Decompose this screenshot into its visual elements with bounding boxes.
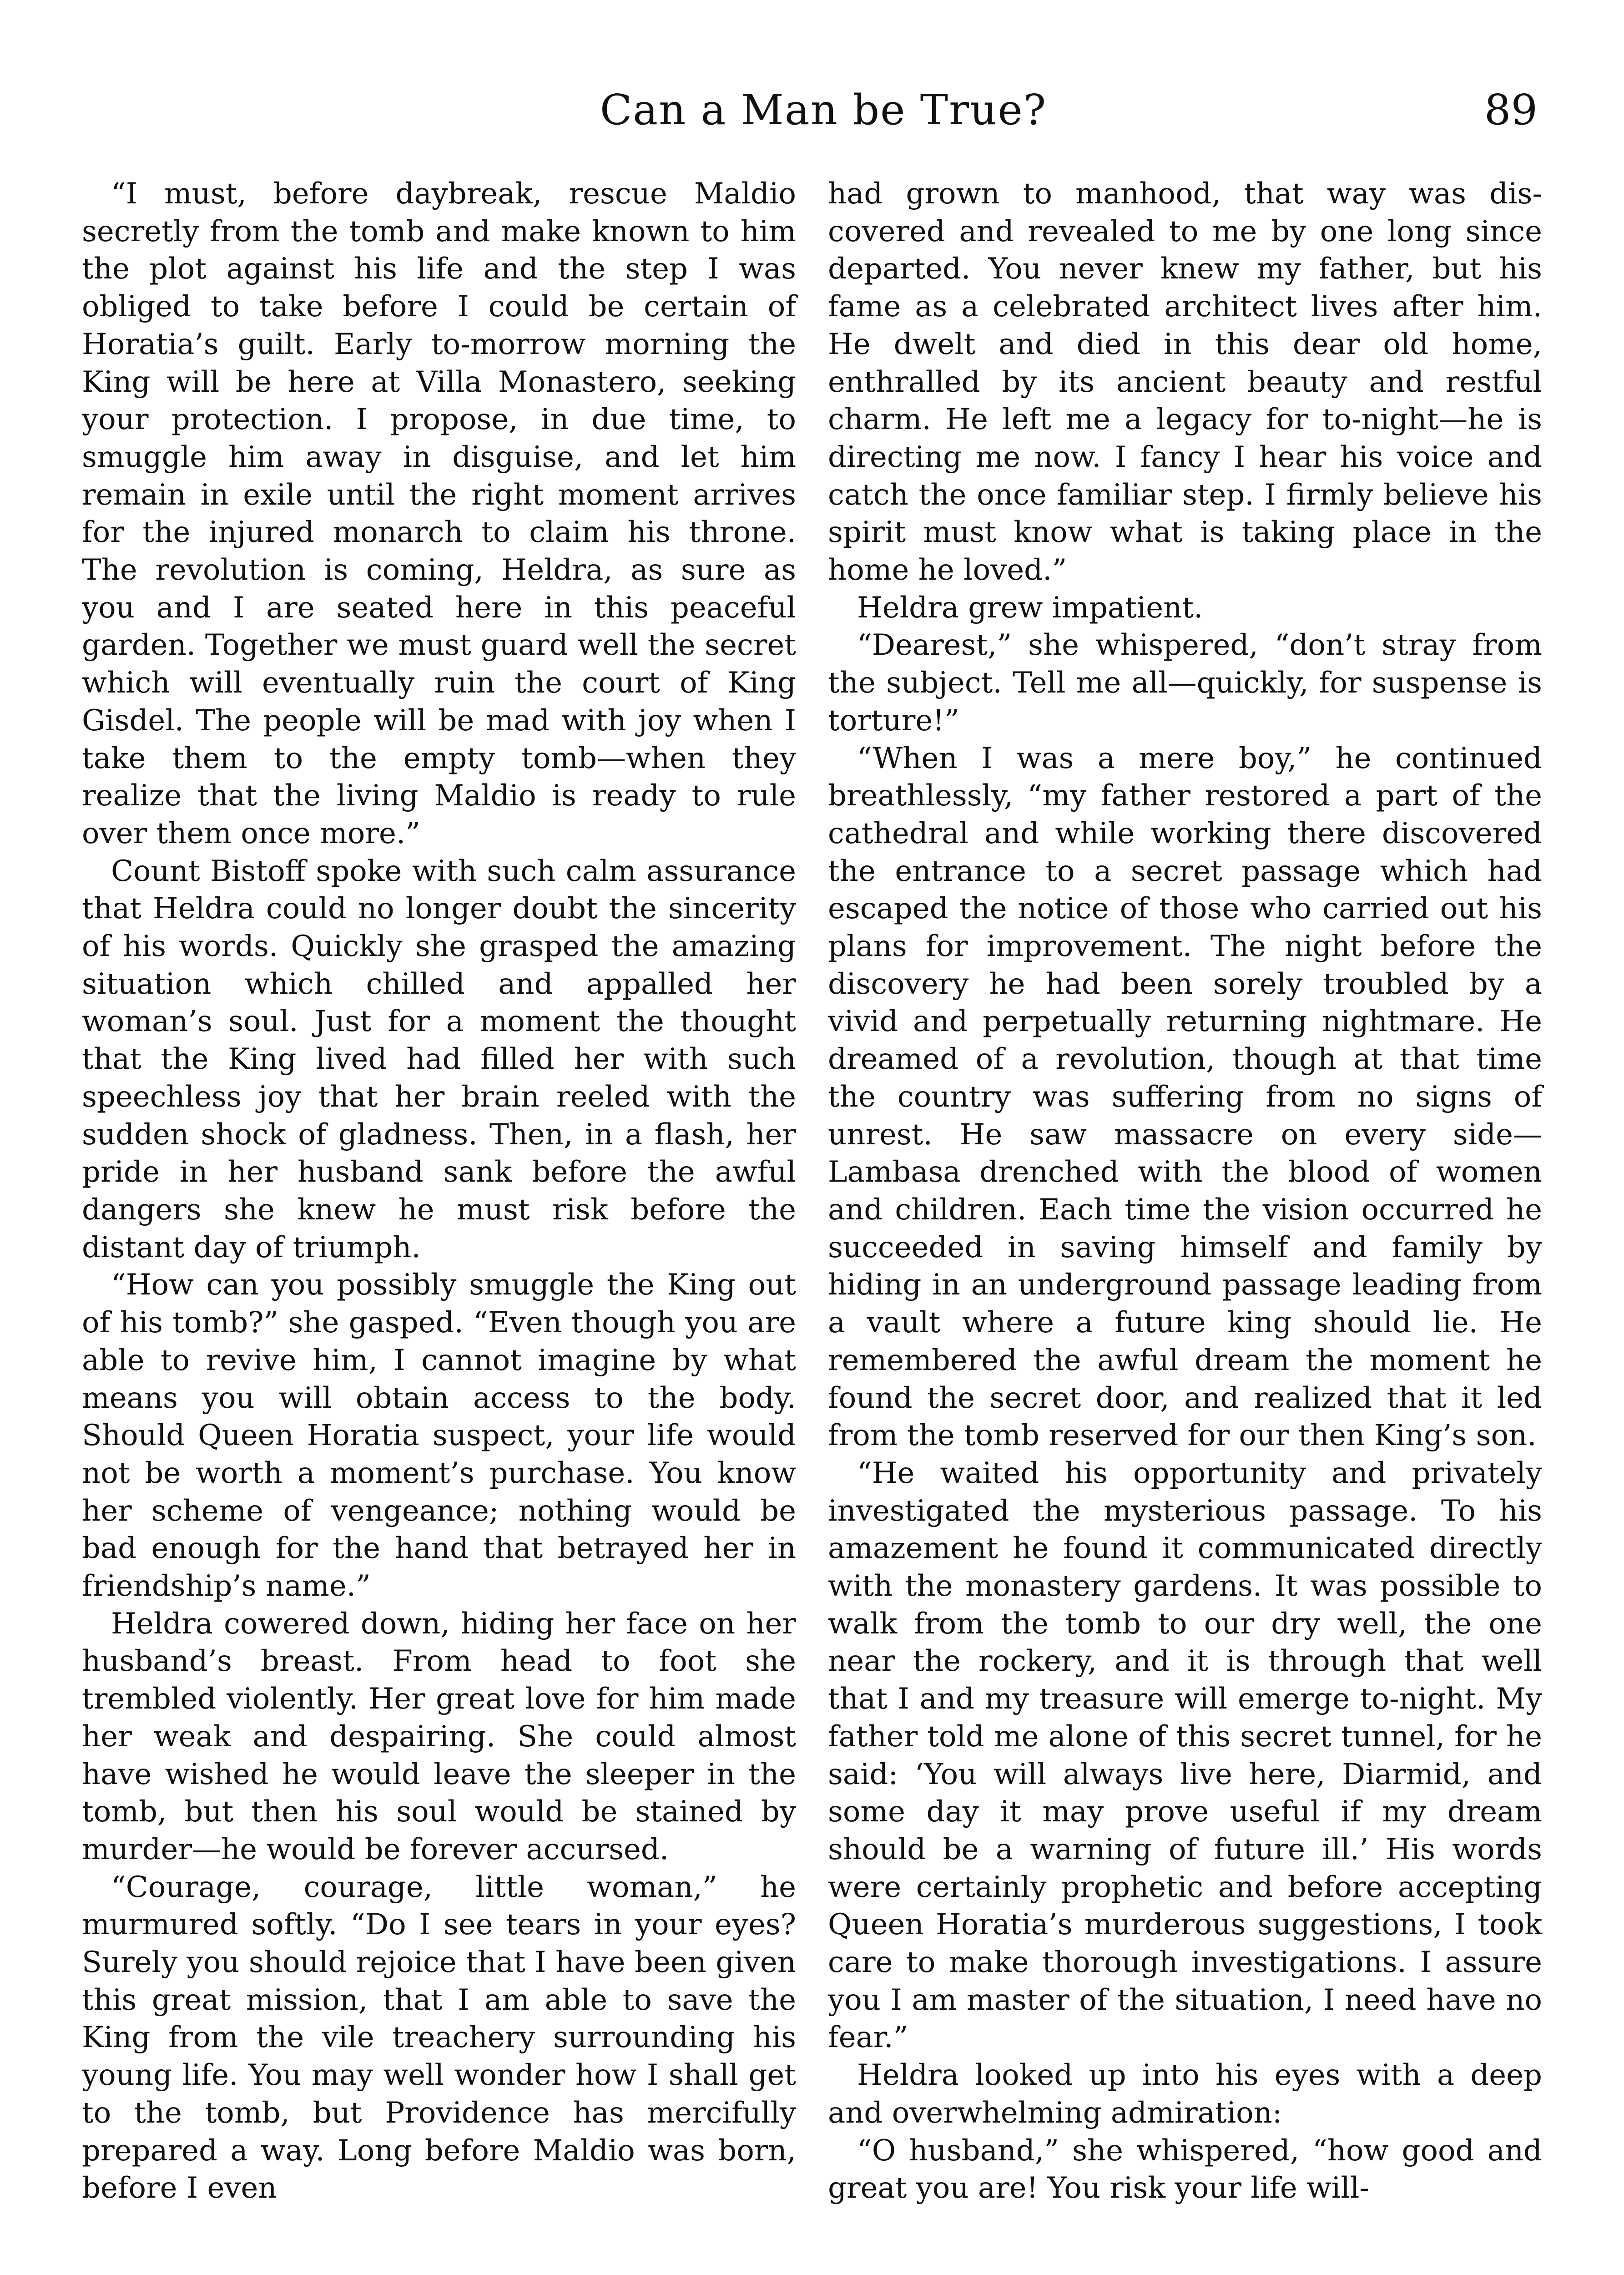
paragraph: Count Bistoff spoke with such calm assurance that Heldra could no longer doubt the sincerity of his words. Quickly she grasped the amazing situation which chilled and appalled her woman’s soul. Just for a moment the thought that the King lived had filled her with such speechless joy that her brain reeled with the sudden shock of gladness. Then, in a flash, her pride in her husband sank before the awful dangers she knew he must risk before the distant day of triumph. <box>82 854 796 1264</box>
paragraph: Heldra cowered down, hiding her face on her husband’s breast. From head to foot she trembled violently. Her great love for him made her weak and despairing. She could almost have wished he would leave the sleeper in the tomb, but then his soul would be stained by murder—he would be forever accursed. <box>82 1607 796 1866</box>
paragraph: “I must, before daybreak, rescue Maldio secretly from the tomb and make known to him the plot against his life and the step I was obliged to take before I could be certain of Horatia’s guilt. Early to-morrow morning the King will be here at Villa Monastero, seeking your protection. I propose, in due time, to smuggle him away in disguise, and let him remain in exile until the right moment arrives for the injured monarch to claim his throne. The revolution is coming, Heldra, as sure as you and I are seated here in this peaceful garden. Together we must guard well the secret which will eventually ruin the court of King Gisdel. The people will be mad with joy when I take them to the empty tomb—when they realize that the living Maldio is ready to rule over them once more.” <box>82 177 796 850</box>
paragraph: “When I was a mere boy,” he continued breathlessly, “my father restored a part of the cathedral and while working there discovered the entrance to a secret passage which had escaped the notice of those who carried out his plans for improvement. The night before the discovery he had been sorely troubled by a vivid and perpetually returning nightmare. He dreamed of a revolution, though at that time the country was suffering from no signs of unrest. He saw massacre on every side—Lambasa drenched with the blood of women and children. Each time the vision occurred he succeeded in saving himself and family by hiding in an underground passage leading from a vault where a future king should lie. He remembered the awful dream the moment he found the secret door, and realized that it led from the tomb reserved for our then King’s son. <box>828 741 1542 1453</box>
text-column-right <box>828 175 1542 2207</box>
paragraph: Heldra looked up into his eyes with a deep and overwhelming admiration: <box>828 2058 1542 2130</box>
paragraph-continued: had grown to manhood, that way was discovered and revealed to me by one long since departed. You never knew my father, but his fame as a celebrated architect lives after him. He dwelt and died in this dear old home, enthralled by its ancient beauty and restful charm. He left me a legacy for to-night—he is directing me now. I fancy I hear his voice and catch the once familiar step. I firmly believe his spirit must know what is taking place in the home he loved.” <box>828 177 1542 587</box>
page-number: 89 <box>1484 86 1538 134</box>
paragraph: Heldra grew impatient. <box>857 591 1203 625</box>
paragraph: “How can you possibly smuggle the King out of his tomb?” she gasped. “Even though you are able to revive him, I cannot imagine by what means you will obtain access to the body. Should Queen Horatia suspect, your life would not be worth a moment’s purchase. You know her scheme of vengeance; nothing would be bad enough for the hand that betrayed her in friendship’s name.” <box>82 1268 796 1603</box>
paragraph: “Courage, courage, little woman,” he murmured softly. “Do I see tears in your eyes? Surely you should rejoice that I have been given this great mission, that I am able to save the King from the vile treachery surrounding his young life. You may well wonder how I shall get to the tomb, but Providence has mercifully prepared a way. Long before Maldio was born, before I even <box>82 1870 796 2205</box>
paragraph: “O husband,” she whispered, “how good and great you are! You risk your life will- <box>828 2133 1542 2205</box>
running-head-title: Can a Man be True? <box>600 86 1047 134</box>
paragraph: “Dearest,” she whispered, “don’t stray from the subject. Tell me all—quickly, for suspense is torture!” <box>828 628 1542 738</box>
text-column-left <box>82 175 796 2207</box>
paragraph: “He waited his opportunity and privately investigated the mysterious passage. To his amazement he found it communicated directly with the monastery gardens. It was possible to walk from the tomb to our dry well, the one near the rockery, and it is through that well that I and my treasure will emerge to-night. My father told me alone of this secret tunnel, for he said: ‘You will always live here, Diarmid, and some day it may prove useful if my dream should be a warning of future ill.’ His words were certainly prophetic and before accepting Queen Horatia’s murderous suggestions, I took care to make thorough investigations. I assure you I am master of the situation, I need have no fear.” <box>828 1456 1542 2055</box>
